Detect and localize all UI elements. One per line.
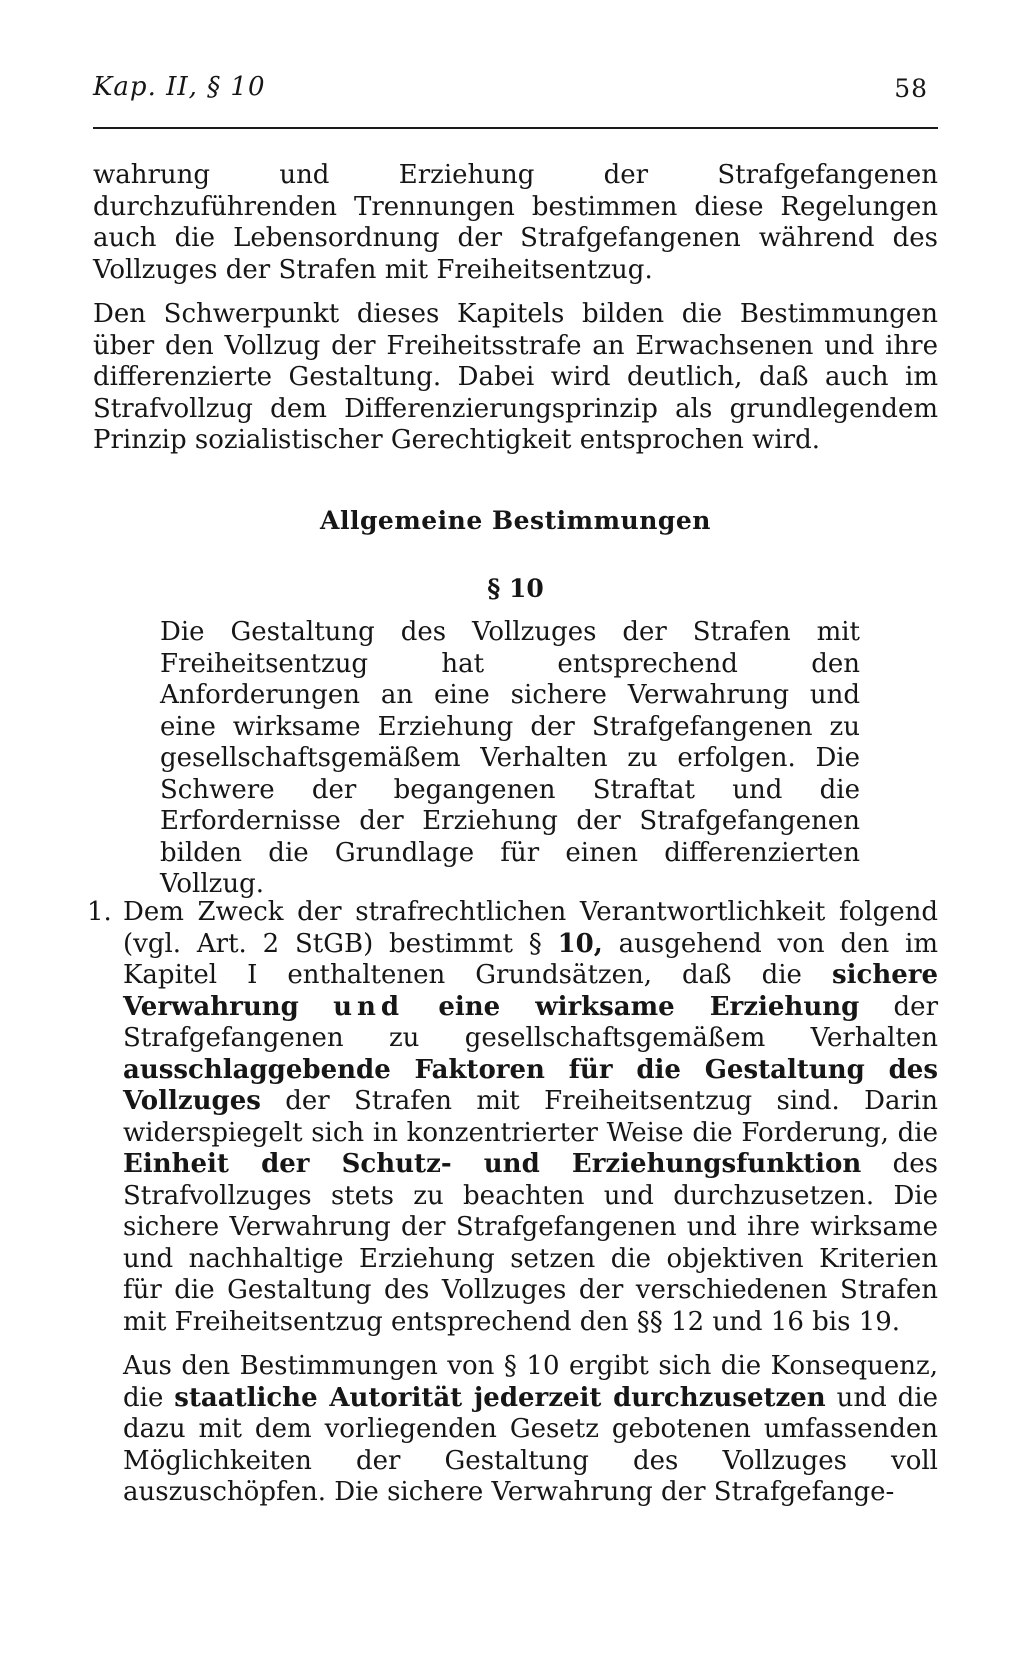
running-title: Kap. II, § 10	[93, 72, 266, 102]
emphasis-text: eine wirksame Erziehung	[438, 991, 860, 1022]
commentary-text: Dem Zweck der strafrechtlichen Verantwortlichkeit folgend (vgl. Art. 2 StGB) bestimmt §	[123, 897, 938, 959]
law-text: Die Gestaltung des Vollzuges der Strafen mit Freiheitsentzug hat entsprechend den Anforderungen an eine sichere Verwahrung und eine wirksame Erziehung der Strafgefangenen zu gesellschaftsgemäßem Verhalten zu erfolgen. Die Schwere der begangenen Straftat und die Erfordernisse der Erziehung der Strafgefangenen bilden die Grundlage für einen differenzierten Vollzug.	[160, 617, 860, 899]
page-header	[93, 72, 938, 112]
emphasis-text: staatliche Autorität jederzeit durchzusetzen	[174, 1382, 826, 1413]
page-number: 58	[894, 74, 928, 103]
emphasis-text: sichere Verwahrung	[123, 960, 938, 1022]
intro-paragraph-2: Den Schwerpunkt dieses Kapitels bilden die Bestimmungen über den Vollzug der Freiheitsstrafe an Erwachsenen und ihre differenzierte Gestaltung. Dabei wird deutlich, daß auch im Strafvollzug dem Differenzierungsprinzip als grundlegendem Prinzip sozialistischer Gerechtigkeit entsprochen wird.	[93, 299, 938, 455]
header-divider	[93, 127, 938, 129]
emphasis-spaced-text: und	[333, 991, 405, 1022]
section-heading: Allgemeine Bestimmungen	[320, 506, 711, 535]
emphasis-text: Einheit der Schutz- und Erziehungsfunktion	[123, 1149, 862, 1179]
commentary-item-1-continued	[93, 1351, 938, 1509]
intro-paragraph-1: wahrung und Erziehung der Strafgefangenen durchzuführenden Trennungen bestimmen diese Regelungen auch die Lebensordnung der Strafgefangenen während des Vollzuges der Strafen mit Freiheitsentzug.	[93, 160, 938, 285]
commentary-text: des Strafvollzuges stets zu beachten und durchzusetzen. Die sichere Verwahrung der Strafgefangenen und ihre wirksame und nachhaltige Erziehung setzen die objektiven Kriterien für die Gestaltung des Vollzuges der verschiedenen Strafen mit Freiheitsentzug entsprechend den §§ 12 und 16 bis 19.	[123, 1149, 938, 1337]
commentary-text: ausgehend von den im Kapitel I enthaltenen Grundsätzen, daß die	[123, 928, 939, 990]
emphasis-text: ausschlaggebende Faktoren für die Gestaltung des Vollzuges	[123, 1054, 938, 1116]
paragraph-number: § 10	[487, 574, 544, 603]
commentary	[87, 897, 939, 1509]
commentary-text: Aus den Bestimmungen von § 10 ergibt sich die Konsequenz, die	[123, 1351, 938, 1413]
commentary-item-1	[87, 897, 939, 1338]
intro-text	[93, 160, 938, 470]
commentary-text: der Strafen mit Freiheitsentzug sind. Darin widerspiegelt sich in konzentrierter Weise die Forderung, die	[123, 1086, 938, 1148]
book-page	[87, 0, 939, 1661]
emphasis-text: 10,	[557, 928, 603, 959]
commentary-text: der Strafgefangenen zu gesellschaftsgemäßem Verhalten	[123, 991, 938, 1053]
commentary-text: und die dazu mit dem vorliegenden Gesetz gebotenen umfassenden Möglichkeiten der Gestaltung des Vollzuges voll auszuschöpfen. Die sichere Verwahrung der Strafgefange-	[123, 1382, 938, 1507]
commentary-number: 1.	[87, 897, 112, 927]
